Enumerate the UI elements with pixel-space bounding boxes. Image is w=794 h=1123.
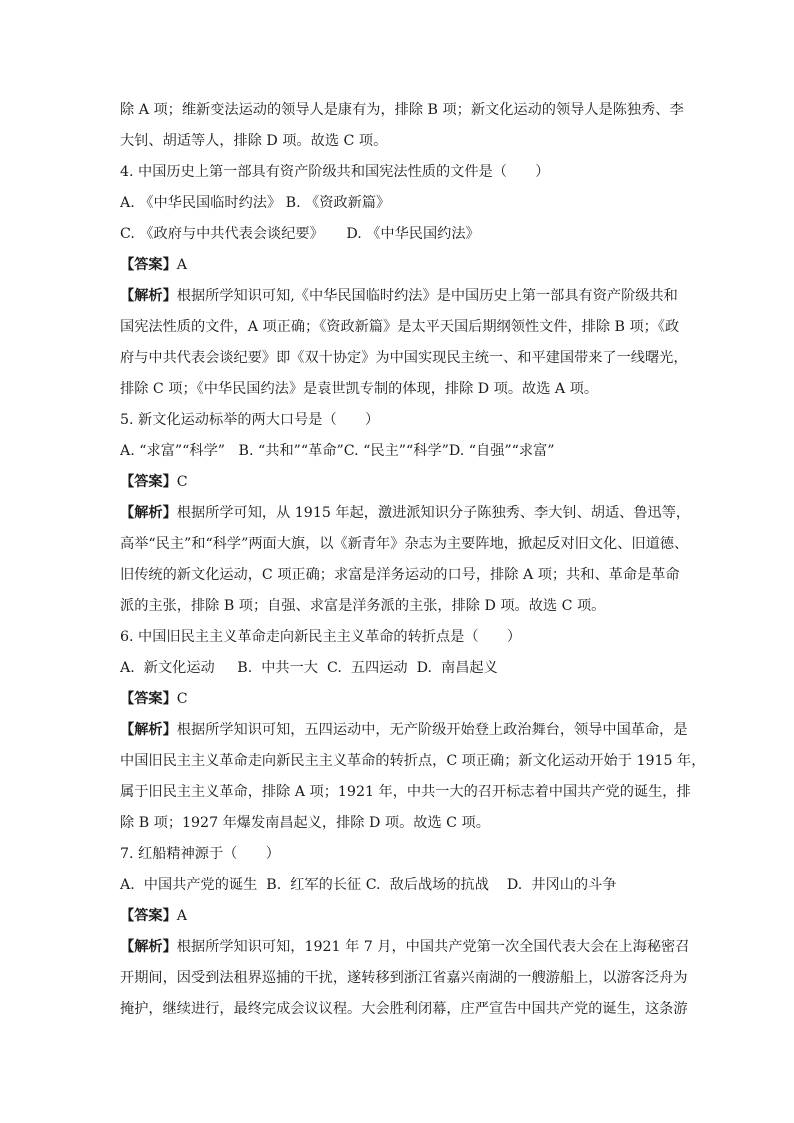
q7-analysis-line-1 — [120, 937, 690, 957]
answer-value: A — [176, 257, 188, 273]
q5-question: 5. 新文化运动标举的两大口号是（ ） — [120, 412, 380, 428]
q5-analysis-line-2: 高举“民主”和“科学”两面大旗，以《新青年》杂志为主要阵地，掀起反对旧文化、旧道德、 — [120, 536, 689, 552]
answer-value: A — [176, 908, 188, 924]
q5-analysis-line-4: 派的主张，排除 B 项；自强、求富是洋务派的主张，排除 D 项。故选 C 项。 — [120, 598, 606, 614]
prev-analysis-line-2: 大钊、胡适等人，排除 D 项。故选 C 项。 — [120, 133, 388, 149]
q7-answer — [120, 906, 680, 926]
q6-question: 6. 中国旧民主主义革命走向新民主主义革命的转折点是（ ） — [120, 629, 522, 645]
q5-answer — [120, 472, 680, 492]
analysis-text: 根据所学知识可知，1921 年 7 月，中国共产党第一次全国代表大会在上海秘密召 — [176, 939, 690, 955]
q6-analysis-line-1 — [120, 720, 688, 740]
q6-analysis-line-4: 除 B 项；1927 年爆发南昌起义，排除 D 项。故选 C 项。 — [120, 815, 490, 831]
analysis-label: 【解析】 — [120, 722, 177, 738]
analysis-text: 根据所学知识可知,《中华民国临时约法》是中国历史上第一部具有资产阶级共和 — [176, 288, 678, 304]
q4-analysis-line-4: 排除 C 项；《中华民国约法》是袁世凯专制的体现，排除 D 项。故选 A 项。 — [120, 381, 599, 397]
q6-options-1: A. 新文化运动 B. 中共一大 C. 五四运动 D. 南昌起义 — [120, 660, 498, 676]
analysis-text: 根据所学可知，从 1915 年起，激进派知识分子陈独秀、李大钊、胡适、鲁迅等， — [176, 505, 691, 521]
q4-answer — [120, 255, 680, 275]
analysis-text: 根据所学知识可知，五四运动中，无产阶级开始登上政治舞台，领导中国革命，是 — [176, 722, 688, 738]
analysis-label: 【解析】 — [120, 939, 177, 955]
answer-label: 【答案】 — [120, 474, 177, 490]
q6-answer — [120, 689, 680, 709]
answer-label: 【答案】 — [120, 908, 177, 924]
document-body — [120, 100, 706, 1030]
q4-analysis-line-3: 府与中共代表会谈纪要》即《双十协定》为中国实现民主统一、和平建国带来了一线曙光， — [120, 350, 688, 366]
q4-question: 4. 中国历史上第一部具有资产阶级共和国宪法性质的文件是（ ） — [120, 164, 550, 180]
analysis-label: 【解析】 — [120, 288, 177, 304]
analysis-label: 【解析】 — [120, 505, 177, 521]
answer-value: C — [176, 474, 188, 490]
q4-analysis-line-1 — [120, 286, 680, 306]
q7-question: 7. 红船精神源于（ ） — [120, 846, 280, 862]
q5-options-1: A. “求富”“科学” B. “共和”“革命”C. “民主”“科学”D. “自强”“求富” — [120, 443, 555, 459]
q4-options-2: C. 《政府与中共代表会谈纪要》 D. 《中华民国约法》 — [120, 226, 480, 242]
q5-analysis-line-3: 旧传统的新文化运动，C 项正确；求富是洋务运动的口号，排除 A 项；共和、革命是革命 — [120, 567, 680, 583]
q6-analysis-line-2: 中国旧民主主义革命走向新民主主义革命的转折点，C 项正确；新文化运动开始于 1915 年， — [120, 753, 706, 769]
q5-analysis-line-1 — [120, 503, 691, 523]
prev-analysis-line-1: 除 A 项；维新变法运动的领导人是康有为，排除 B 项；新文化运动的领导人是陈独秀、李 — [120, 102, 684, 118]
q6-analysis-line-3: 属于旧民主主义革命，排除 A 项；1921 年，中共一大的召开标志着中国共产党的诞生，排 — [120, 784, 691, 800]
answer-label: 【答案】 — [120, 257, 177, 273]
q7-analysis-line-3: 掩护，继续进行，最终完成会议议程。大会胜利闭幕，庄严宣告中国共产党的诞生，这条游 — [120, 1001, 688, 1017]
q4-options-1: A. 《中华民国临时约法》 B. 《资政新篇》 — [120, 195, 391, 211]
answer-value: C — [176, 691, 188, 707]
q4-analysis-line-2: 国宪法性质的文件，A 项正确；《资政新篇》是太平天国后期纲领性文件，排除 B 项；《政 — [120, 319, 680, 335]
q7-options-1: A. 中国共产党的诞生 B. 红军的长征 C. 敌后战场的抗战 D. 井冈山的斗争 — [120, 877, 617, 893]
q7-analysis-line-2: 开期间，因受到法租界巡捕的干扰，遂转移到浙江省嘉兴南湖的一艘游船上，以游客泛舟为 — [120, 970, 688, 986]
answer-label: 【答案】 — [120, 691, 177, 707]
